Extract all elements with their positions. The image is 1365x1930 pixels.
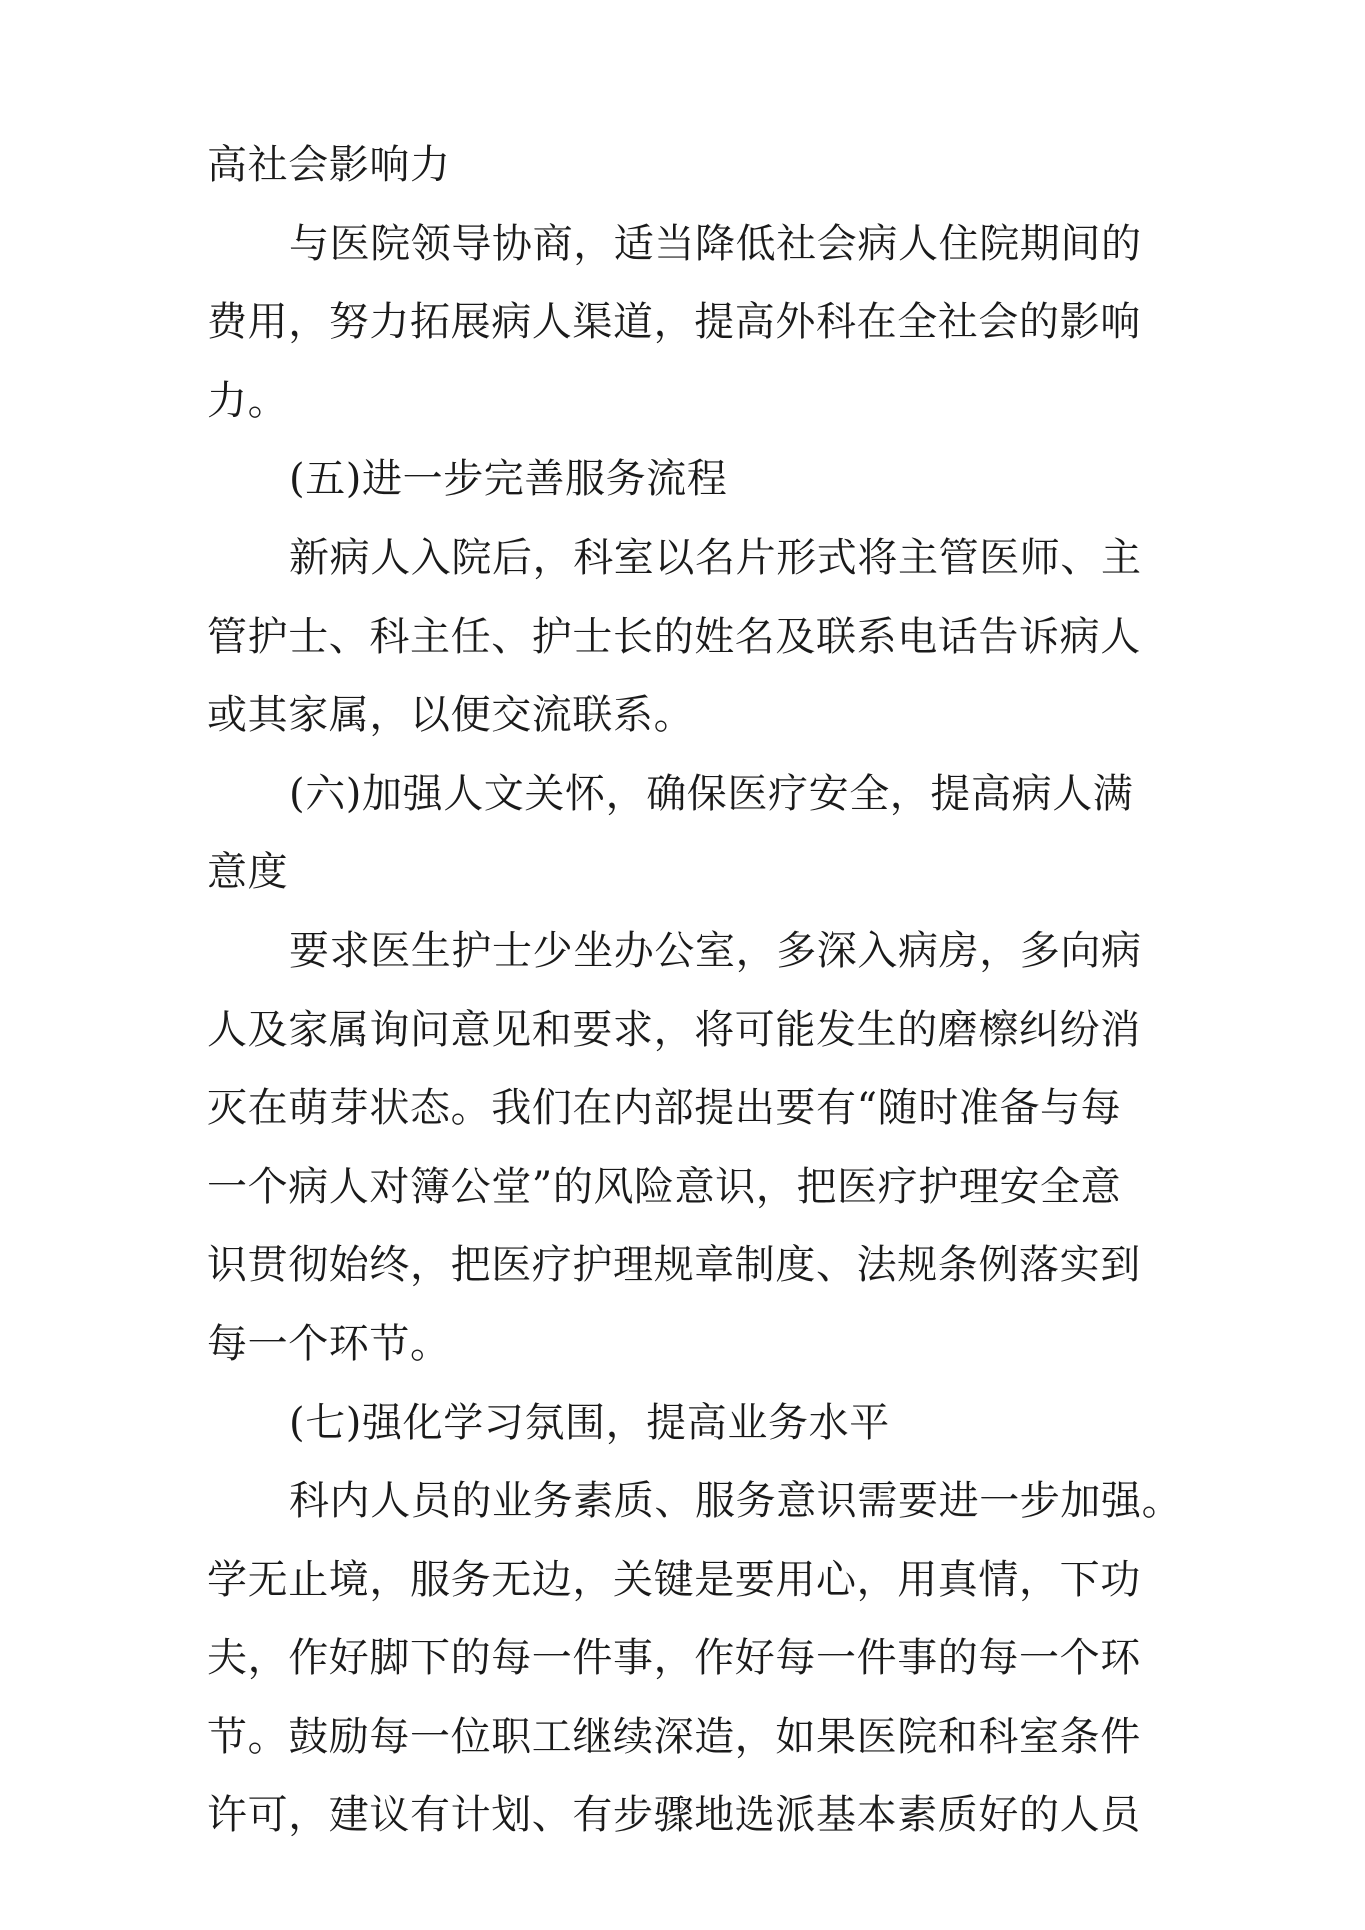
text-line: 每一个环节。 (207, 1320, 451, 1367)
text-line: 与医院领导协商，适当降低社会病人住院期间的 (289, 220, 1142, 267)
document-page (207, 126, 1183, 1855)
paragraph-learning (207, 1462, 1183, 1855)
section-heading-5 (207, 440, 1167, 519)
text-line: 人及家属询问意见和要求，将可能发生的磨檫纠纷消 (207, 1006, 1141, 1053)
heading-line: (六)加强人文关怀，确保医疗安全，提高病人满 (289, 770, 1134, 817)
text-line: 一个病人对簿公堂”的风险意识，把医疗护理安全意 (207, 1163, 1122, 1210)
paragraph-lower-costs (207, 205, 1167, 441)
text-line: 或其家属，以便交流联系。 (207, 692, 695, 739)
paragraph-admission (207, 519, 1167, 755)
text-line: 科内人员的业务素质、服务意识需要进一步加强。 (289, 1478, 1183, 1525)
text-line: 要求医生护士少坐办公室，多深入病房，多向病 (289, 927, 1142, 974)
text-line: 新病人入院后，科室以名片形式将主管医师、主 (289, 534, 1142, 581)
paragraph-continuation (207, 126, 1167, 205)
text-line: 费用，努力拓展病人渠道，提高外科在全社会的影响 (207, 299, 1141, 346)
heading-line: 意度 (207, 849, 289, 896)
text-line: 管护士、科主任、护士长的姓名及联系电话告诉病人 (207, 613, 1141, 660)
text-line: 学无止境，服务无边，关键是要用心，用真情，下功 (207, 1556, 1141, 1603)
section-heading-6 (207, 755, 1167, 912)
paragraph-safety (207, 912, 1167, 1384)
heading-line: (五)进一步完善服务流程 (289, 456, 728, 503)
text-line: 夫，作好脚下的每一件事，作好每一件事的每一个环 (207, 1635, 1141, 1682)
text-line: 节。鼓励每一位职工继续深造，如果医院和科室条件 (207, 1713, 1141, 1760)
text-line: 灭在萌芽状态。我们在内部提出要有“随时准备与每 (207, 1085, 1122, 1132)
text-line: 识贯彻始终，把医疗护理规章制度、法规条例落实到 (207, 1242, 1141, 1289)
heading-line: (七)强化学习氛围，提高业务水平 (289, 1399, 890, 1446)
text-line: 高社会影响力 (207, 142, 451, 188)
section-heading-7 (207, 1384, 1167, 1463)
text-line: 力。 (207, 377, 289, 424)
text-line: 许可，建议有计划、有步骤地选派基本素质好的人员 (207, 1792, 1141, 1839)
